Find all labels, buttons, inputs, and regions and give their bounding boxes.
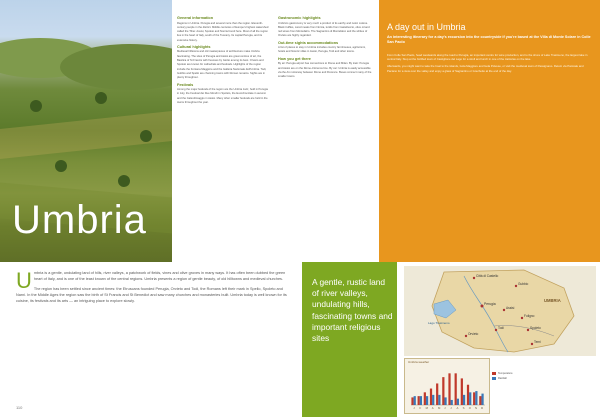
info-column-1 — [177, 16, 269, 107]
map-label: Spoleto — [530, 326, 541, 330]
legend-item — [492, 377, 513, 380]
map-label: Lago Trasimeno — [428, 321, 450, 325]
chart-bar — [430, 389, 432, 405]
column-text: Regions in Umbria. Perugia and several more than the region. Eleventh-century people in the district. Middle centuries of Europe's highest watershed called the Tiber. Assisi, Spoleto and Norcia found here. Most of all the region lies in the heart of Italy, south of the Tuscany. Its capital Perugia, and its extensive history. — [177, 21, 269, 42]
chart-bar — [420, 396, 422, 405]
drop-cap: U — [16, 268, 32, 293]
column-text: A list of places to stay in Umbria includes country farmhouses, agriturismi, hotels and historic villas in Assisi, Perugia, Todi and other towns. — [278, 46, 366, 54]
legend-label: Rainfall — [498, 377, 507, 381]
map-label: Terni — [534, 340, 541, 344]
tick-label: O — [468, 406, 471, 410]
chart-bar — [432, 395, 434, 405]
tick-label: M — [437, 406, 441, 410]
weather-chart-svg — [405, 359, 489, 413]
map-label: Città di Castello — [476, 274, 499, 278]
intro-text — [16, 270, 294, 307]
chart-bar — [451, 400, 453, 405]
chart-bar — [448, 373, 450, 405]
chart-bar — [469, 392, 471, 405]
chart-bar — [424, 392, 426, 405]
map-label: Assisi — [506, 306, 515, 310]
column-text: Among the major festivals of the region are the Umbria Jazz, held in Perugia in July, the Festival dei Due Mondi in Spoleto, the Eurochocolate in autumn and the Calendimaggio in Assisi. Many other smaller festivals are held in the towns throughout the year. — [177, 88, 268, 104]
chart-bar — [481, 394, 483, 405]
column-heading: Festivals — [177, 82, 194, 87]
tick-label: J — [444, 406, 446, 410]
tick-label: J — [413, 406, 415, 410]
legend-label: Temperature — [498, 372, 513, 376]
info-column-2 — [278, 16, 372, 81]
chart-bar — [473, 392, 475, 405]
page-number: 110 — [16, 405, 23, 410]
chart-bar — [457, 399, 459, 405]
chart-title: Umbria weather — [408, 360, 430, 364]
sidebar-subtitle: An interesting itinerary for a day's excursion into the countryside if you're based at the Villa di Monte Solare in Colle San Paolo — [387, 35, 591, 44]
tick-label: J — [450, 406, 452, 410]
chart-bar — [426, 396, 428, 405]
page-title: Umbria — [12, 198, 147, 242]
chart-bar — [436, 383, 438, 405]
sidebar-paragraph: Afterwards, you might want to take the boat to the islands, Isola Maggiore and Isola Polvese, or visit the medieval town of Passignano. Return via Panicale and Paciano for a view over the valley and enjoy a glass of Sagrantino or Grechetto at the end of the day. — [387, 64, 584, 73]
sidebar-body — [387, 53, 592, 76]
chart-bar — [444, 397, 446, 405]
chart-legend — [492, 372, 513, 382]
chart-bar — [461, 378, 463, 405]
column-heading: Out-time sights accommodations — [278, 40, 339, 45]
pullquote-text: A gentle, rustic land of river valleys, undulating hills, fascinating towns and important religious sites — [312, 277, 393, 344]
legend-swatch — [492, 377, 496, 380]
legend-item — [492, 372, 513, 375]
tick-label: M — [425, 406, 428, 410]
tick-label: A — [456, 406, 459, 410]
chart-bar — [463, 395, 465, 405]
column-heading: Gastronomic highlights — [278, 16, 321, 20]
day-out-sidebar — [379, 0, 600, 262]
column-heading: How you get there — [278, 56, 311, 61]
tick-label: D — [481, 406, 484, 410]
sidebar-title: A day out in Umbria — [387, 22, 466, 32]
chart-bar — [475, 391, 477, 405]
chart-bar — [411, 397, 413, 405]
tick-label: A — [431, 406, 434, 410]
chart-bar — [414, 396, 416, 405]
chart-bar — [479, 396, 481, 405]
legend-swatch — [492, 372, 496, 375]
region-map — [404, 266, 596, 356]
weather-chart — [404, 358, 490, 414]
sidebar-paragraph: From Colle San Paolo, head westwards along the road to Perugia, an important centre for wine production, and to the shore of Lake Trasimeno, the largest lake in central Italy. Stop at the fortified town of Castiglione del Lago for a stroll and lunch in one of the trattorias on the lake. — [387, 53, 588, 62]
map-label: Todi — [498, 326, 504, 330]
map-label: Orvieto — [468, 332, 479, 336]
column-text: By air: Perugia airport has connections to Rome and Milan. By train: Perugia and Assisi are on the Rome–Florence line. By car: Umbria is easily accessible via the A1 motorway between Rome and Florence. Buses connect many of the smaller towns. — [278, 62, 372, 79]
map-label: UMBRIA — [544, 298, 561, 303]
intro-paragraph: The region has been settled since ancient times: the Etruscans founded Perugia, Orvieto and Todi, the Romans left their mark in Spello, Spoleto and Narni. In the Middle Ages the region saw the birth of St Francis and St Benedict and saw many churches and monasteries built. Umbria today is well known for its cuisine, its festivals and its arts — an intriguing place to explore slowly. — [16, 286, 287, 304]
map-label: Foligno — [524, 314, 535, 318]
column-heading: Cultural highlights — [177, 44, 211, 49]
column-text: Medieval hilltowns and old masterpieces of architecture make Umbria fascinating. The sites of Perugia and Assisi are great centres of art, the Basilica of St Francis with frescoes by Giotto among its best. Orvieto and Spoleto are known for cathedrals and festivals. Highlights of the region include the Fontana Maggiore and the Galleria Nazionale dell'Umbria. Todi, Gubbio and Spello are charming towns with Roman remains. Sights are in plenty throughout. — [177, 50, 267, 80]
tick-label: S — [462, 406, 465, 410]
tick-label: F — [419, 406, 422, 410]
column-heading: General information — [177, 16, 214, 20]
map-label: Gubbio — [518, 282, 529, 286]
column-text: Umbria's gastronomy is very much a product of its earthy and rustic cuisine. Black truffles, cured meats from Norcia, lentils from Castelluccio, olive oil and red wines from Montefalco. The Sagrantino di Montefalco and the whites of Orvieto are highly regarded. — [278, 21, 370, 38]
chart-bar — [418, 396, 420, 405]
tick-label: N — [474, 406, 477, 410]
chart-bar — [467, 385, 469, 405]
chart-bar — [455, 373, 457, 405]
chart-bar — [442, 377, 444, 405]
intro-paragraph: mbria is a gentle, undulating land of hills, river valleys, a patchwork of fields, vines and olive groves in many ways. It has often been dubbed the green heart of Italy, and is one of the least known of the central regions. Umbria presents a region of gentle beauty, of old hilltowns and medieval churches. — [33, 271, 286, 282]
chart-bar — [438, 395, 440, 405]
map-label: Perugia — [484, 302, 496, 306]
